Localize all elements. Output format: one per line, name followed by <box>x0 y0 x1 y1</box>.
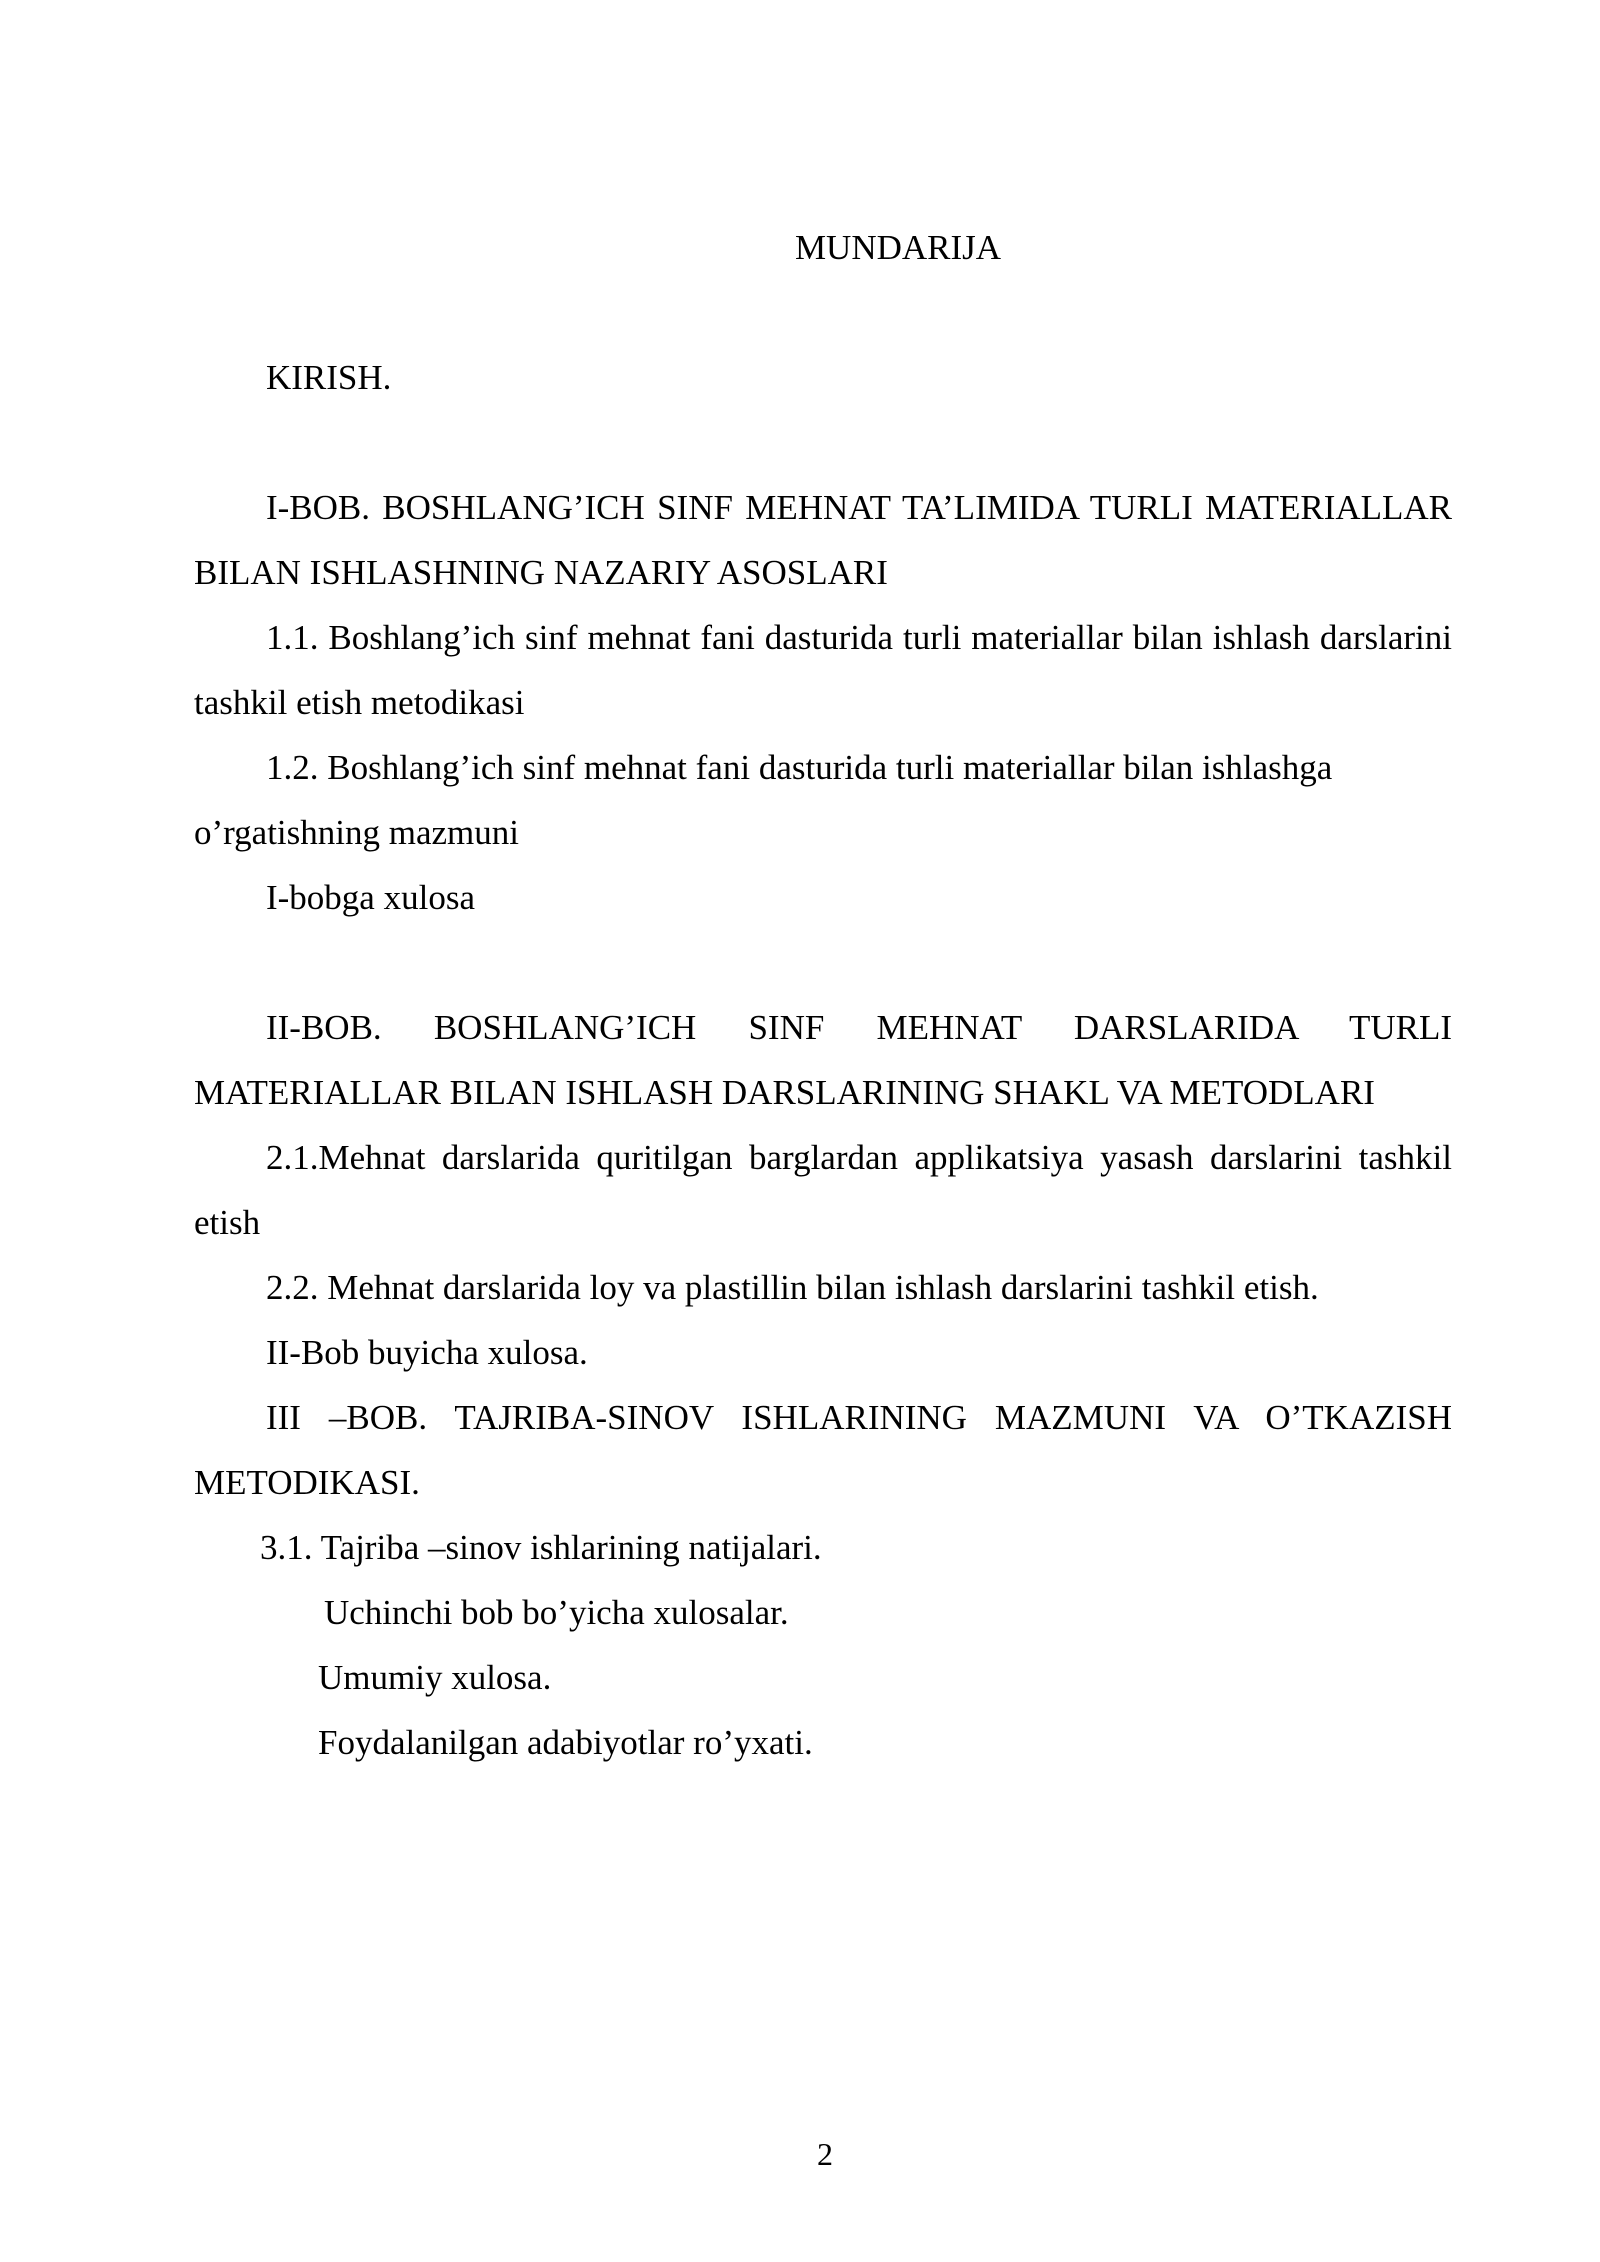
toc-general-conclusion: Umumiy xulosa. <box>318 1658 552 1697</box>
toc-intro: KIRISH. <box>266 358 392 397</box>
toc-section-1-1: 1.1. Boshlang’ich sinf mehnat fani dasturida turli materiallar bilan ishlash darslarini tashkil etish metodikasi <box>194 618 1452 722</box>
page-title: MUNDARIJA <box>794 228 1002 267</box>
spacer <box>194 280 1452 345</box>
toc-references: Foydalanilgan adabiyotlar ro’yxati. <box>318 1723 813 1762</box>
toc-chapter2-heading: II-BOB. BOSHLANG’ICH SINF MEHNAT DARSLARIDA TURLI MATERIALLAR BILAN ISHLASH DARSLARINING SHAKL VA METODLARI <box>194 1008 1452 1112</box>
spacer <box>194 410 1452 475</box>
toc-chapter3-conclusion: Uchinchi bob bo’yicha xulosalar. <box>324 1593 789 1632</box>
toc-section-1-2-line2: o’rgatishning mazmuni <box>194 813 519 852</box>
toc-chapter3-heading: III –BOB. TAJRIBA-SINOV ISHLARINING MAZMUNI VA O’TKAZISH METODIKASI. <box>194 1398 1452 1502</box>
toc-chapter2-conclusion: II-Bob buyicha xulosa. <box>266 1333 588 1372</box>
toc-section-3-1: 3.1. Tajriba –sinov ishlarining natijalari. <box>260 1528 822 1567</box>
toc-chapter1-heading: I-BOB. BOSHLANG’ICH SINF MEHNAT TA’LIMIDA TURLI MATERIALLAR BILAN ISHLASHNING NAZARIY ASOSLARI <box>194 488 1452 592</box>
spacer <box>194 930 1452 995</box>
toc-section-2-2: 2.2. Mehnat darslarida loy va plastillin bilan ishlash darslarini tashkil etish. <box>266 1268 1319 1307</box>
table-of-contents <box>194 215 1452 1775</box>
toc-section-2-1: 2.1.Mehnat darslarida quritilgan barglardan applikatsiya yasash darslarini tashkil etish <box>194 1138 1452 1242</box>
toc-section-1-2-line1: 1.2. Boshlang’ich sinf mehnat fani dasturida turli materiallar bilan ishlashga <box>266 748 1333 787</box>
toc-chapter1-conclusion: I-bobga xulosa <box>266 878 475 917</box>
page-number: 2 <box>817 2136 833 2172</box>
